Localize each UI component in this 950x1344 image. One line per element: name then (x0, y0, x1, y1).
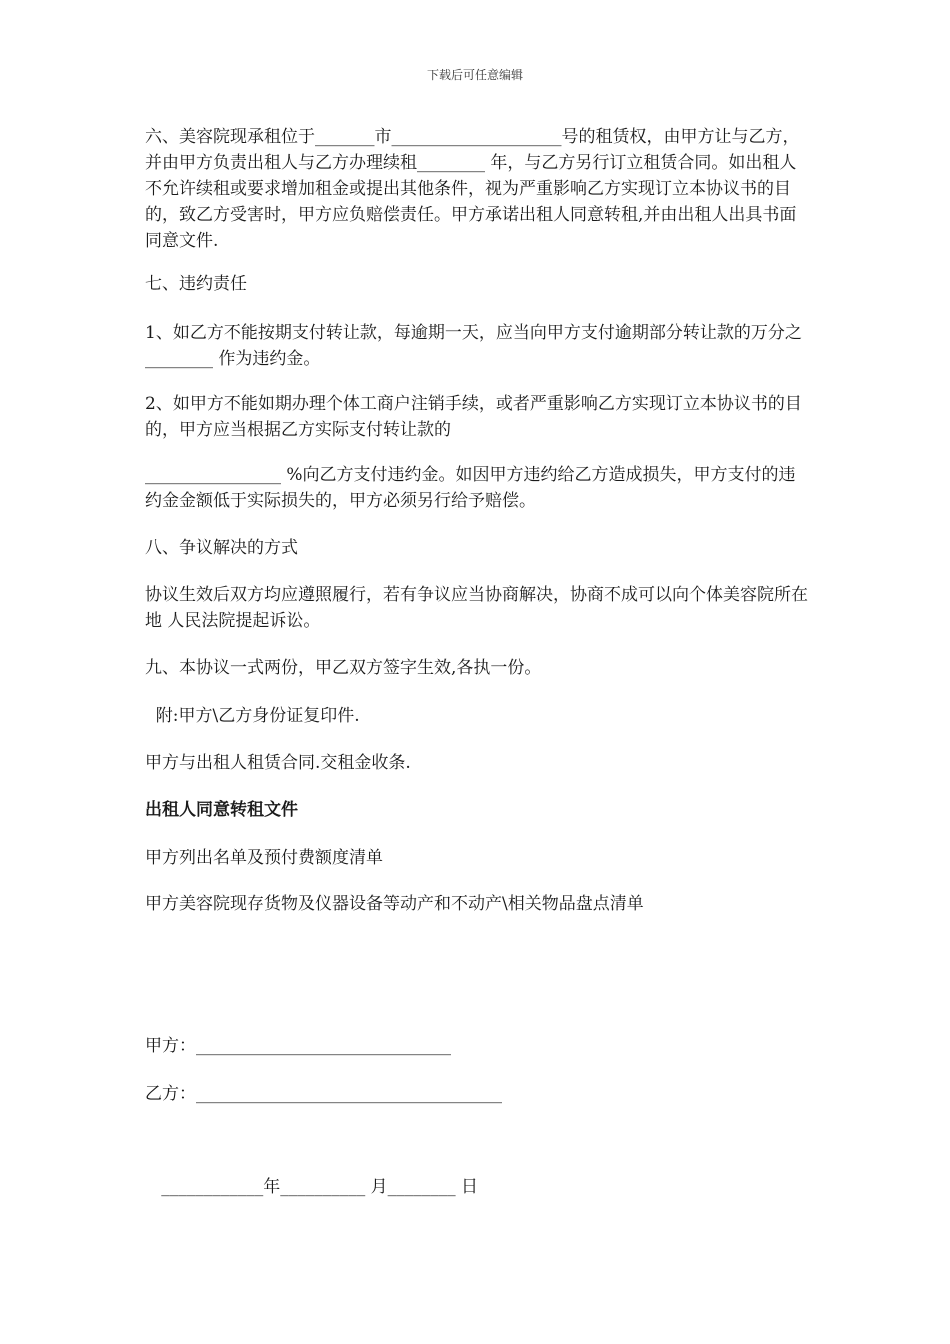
page-header-note: 下载后可任意编辑 (426, 68, 523, 82)
section-6-paragraph: 六、美容院现承租位于_______市____________________号的租赁权，由甲方让与乙方，并由甲方负责出租人与乙方办理续租________ 年，与乙方另行订立租赁合同。如出租人不允许续租或要求增加租金或提出其他条件，视为严重影响乙方实现订立本协议书的目的，致乙方受害时，甲方应负赔偿责任。甲方承诺出租人同意转租,并由出租人出具书面同意文件. (145, 127, 800, 251)
section-7-item-1: 1、如乙方不能按期支付转让款，每逾期一天，应当向甲方支付逾期部分转让款的万分之________ 作为违约金。 (145, 323, 802, 369)
attachment-line-4: 甲方列出名单及预付费额度清单 (145, 848, 383, 868)
section-8-paragraph: 协议生效后双方均应遵照履行，若有争议应当协商解决，协商不成可以向个体美容院所在地 人民法院提起诉讼。 (145, 585, 808, 631)
section-7-title: 七、违约责任 (145, 274, 247, 294)
section-9-paragraph: 九、本协议一式两份，甲乙双方签字生效,各执一份。 (145, 658, 542, 678)
attachment-line-1: 附:甲方\乙方身份证复印件. (145, 706, 360, 726)
attachment-line-3: 出租人同意转租文件 (145, 800, 298, 820)
section-8-title: 八、争议解决的方式 (145, 538, 298, 558)
attachment-line-5: 甲方美容院现存货物及仪器设备等动产和不动产\相关物品盘点清单 (145, 894, 644, 914)
party-b-signature-line: 乙方：____________________________________ (145, 1084, 502, 1104)
attachment-line-2: 甲方与出租人租赁合同.交租金收条. (145, 753, 411, 773)
section-7-item-2-continued: ________________ %向乙方支付违约金。如因甲方违约给乙方造成损失，甲方支付的违约金金额低于实际损失的，甲方必须另行给予赔偿。 (145, 465, 796, 511)
section-7-item-2: 2、如甲方不能如期办理个体工商户注销手续，或者严重影响乙方实现订立本协议书的目的，甲方应当根据乙方实际支付转让款的 (145, 394, 802, 440)
party-a-signature-line: 甲方：______________________________ (145, 1036, 451, 1056)
signing-date-line: ____________年__________ 月________ 日 (145, 1177, 479, 1197)
